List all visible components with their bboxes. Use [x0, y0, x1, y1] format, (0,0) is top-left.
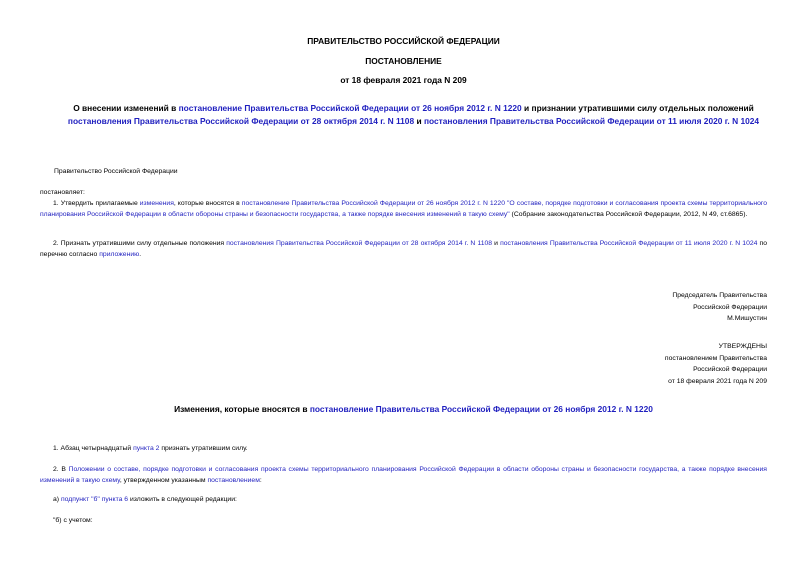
signature-block: [467, 290, 767, 325]
change-4: "б) с учетом:: [53, 517, 93, 524]
item-2: 2. Признать утратившими силу отдельные положения постановления Правительства Российской Федерации от 28 октября 2014 г. N 1108 и постановления Правительства Российской Федерации от 11 июля 2020 г. N 1024 по перечню согласно приложению.: [40, 240, 768, 258]
title-link-1024[interactable]: постановления Правительства Российской Федерации от 11 июля 2020 г. N 1024: [423, 116, 760, 126]
link-decree-1108[interactable]: постановления Правительства Российской Федерации от 28 октября 2014 г. N 1108: [226, 240, 493, 247]
decree-text: постановляет:: [40, 189, 85, 196]
link-changes[interactable]: изменения: [139, 200, 174, 207]
title-link-1108[interactable]: постановления Правительства Российской Федерации от 28 октября 2014 г. N 1108: [67, 116, 415, 126]
link-decree-1024[interactable]: постановления Правительства Российской Федерации от 11 июля 2020 г. N 1024: [500, 240, 758, 247]
signature-name: М.Мишустин: [727, 315, 767, 322]
changes-heading-link[interactable]: постановление Правительства Российской Федерации от 26 ноября 2012 г. N 1220: [309, 404, 653, 414]
link-regulation[interactable]: Положении о составе, порядке подготовки и согласования проекта схемы территориального планирования Российской Федерации в области обороны страны и безопасности государства, а также порядке внесения изменений в такую схему: [40, 466, 767, 484]
link-point-2[interactable]: пункта 2: [133, 445, 160, 452]
signature-country: Российской Федерации: [693, 303, 767, 311]
government-name: ПРАВИТЕЛЬСТВО РОССИЙСКОЙ ФЕДЕРАЦИИ: [307, 36, 500, 46]
signature-position: Председатель Правительства: [672, 292, 767, 299]
document-type: ПОСТАНОВЛЕНИЕ: [365, 56, 442, 66]
link-decree[interactable]: постановлением: [207, 477, 260, 484]
change-1: 1. Абзац четырнадцатый пункта 2 признать утратившим силу.: [53, 445, 248, 452]
change-2: 2. В Положении о составе, порядке подготовки и согласования проекта схемы территориального планирования Российской Федерации в области обороны страны и безопасности государства, а также порядке внесения изменений в такую схему, утвержденном указанным постановлением:: [40, 466, 767, 484]
intro-text: Правительство Российской Федерации: [54, 168, 178, 175]
approved-block: [467, 341, 767, 387]
title-link-1220[interactable]: постановление Правительства Российской Федерации от 26 ноября 2012 г. N 1220: [178, 103, 522, 113]
link-appendix[interactable]: приложению: [99, 251, 140, 258]
link-subpoint-b-point-6[interactable]: подпункт "б" пункта 6: [60, 496, 129, 503]
document-title: О внесении изменений в постановление Правительства Российской Федерации от 26 ноября 2012 г. N 1220 и признании утратившими силу отдельных положений постановления Правительства Российской Федерации от 28 октября 2014 г. N 1108 и постановления Правительства Российской Федерации от 11 июля 2020 г. N 1024: [67, 103, 760, 126]
approved-by: постановлением Правительства: [664, 354, 767, 362]
link-decree-1220[interactable]: постановление Правительства Российской Федерации от 26 ноября 2012 г. N 1220 "О составе, порядке подготовки и согласования проекта схемы территориального планирования Российской Федерации в области обороны страны и безопасности государства, а также порядке внесения изменений в такую схему": [40, 200, 767, 218]
approved-country: Российской Федерации: [693, 366, 767, 373]
approved-label: УТВЕРЖДЕНЫ: [718, 343, 767, 350]
item-1: 1. Утвердить прилагаемые изменения, которые вносятся в постановление Правительства Российской Федерации от 26 ноября 2012 г. N 1220 "О составе, порядке подготовки и согласования проекта схемы территориального планирования Российской Федерации в области обороны страны и безопасности государства, а также порядке внесения изменений в такую схему" (Собрание законодательства Российской Федерации, 2012, N 49, ст.6865).: [40, 200, 767, 218]
changes-heading: Изменения, которые вносятся в постановление Правительства Российской Федерации от 26 ноября 2012 г. N 1220: [174, 404, 653, 414]
document-date: от 18 февраля 2021 года N 209: [340, 75, 467, 85]
approved-date: от 18 февраля 2021 года N 209: [668, 377, 767, 385]
change-3: а) подпункт "б" пункта 6 изложить в следующей редакции:: [53, 496, 237, 503]
